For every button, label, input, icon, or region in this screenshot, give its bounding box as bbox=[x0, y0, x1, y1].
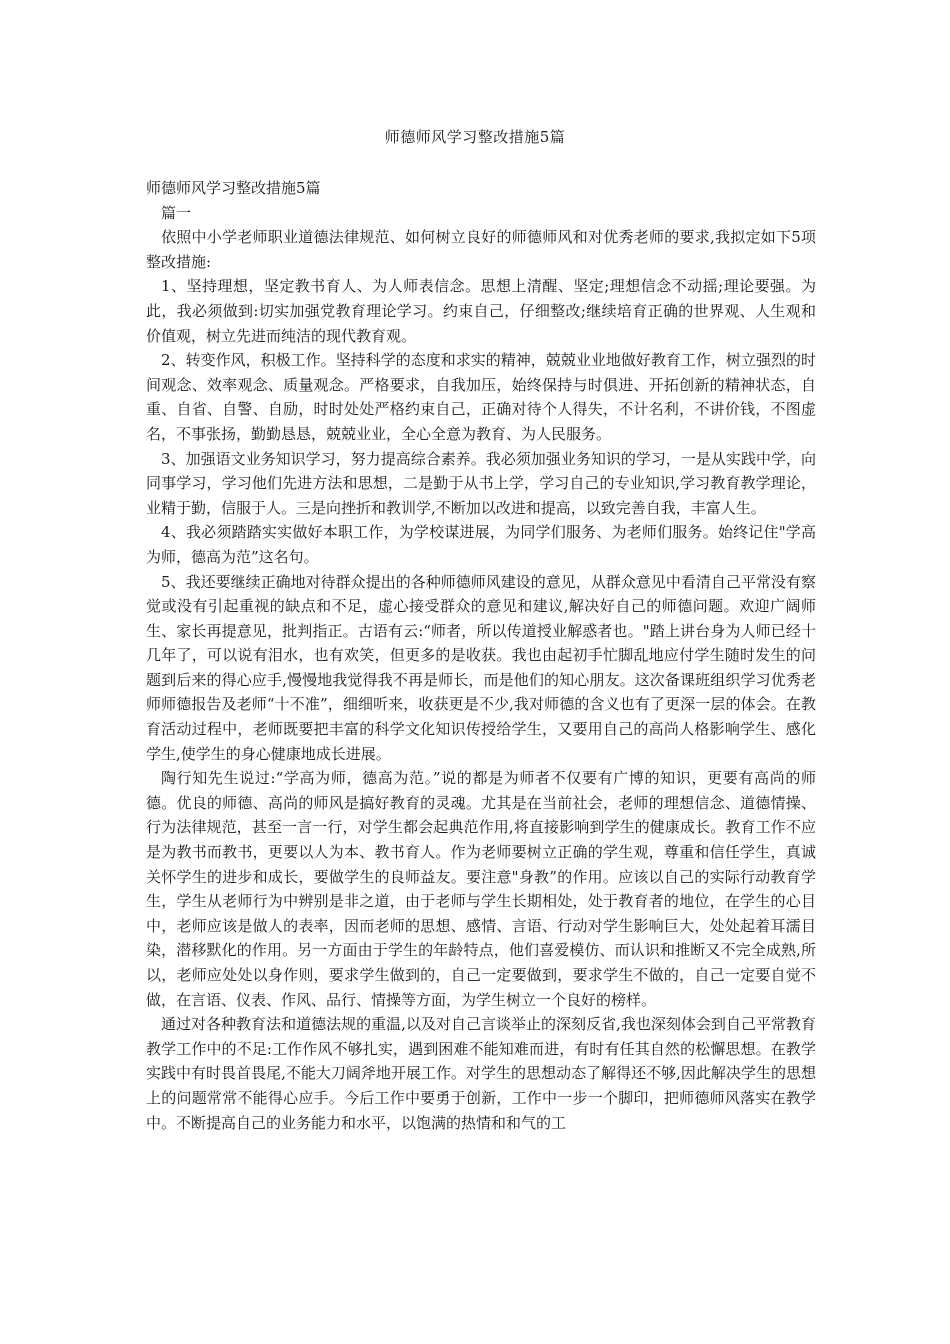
paragraph-tao-xingzhi: 陶行知先生说过:“学高为师，德高为范。”说的都是为师者不仅要有广博的知识，更要有高尚的师德。优良的师德、高尚的师风是搞好教育的灵魂。尤其是在当前社会，老师的理想信念、道德情操、行为法律规范，甚至一言一行，对学生都会起典范作用,将直接影响到学生的健康成长。教育工作不应是为教书而教书，更要以人为本、教书育人。作为老师要树立正确的学生观，尊重和信任学生，真诚关怀学生的进步和成长，要做学生的良师益友。要注意"身教”的作用。应该以自己的实际行动教育学生，学生从老师行为中辨别是非之道，由于老师与学生长期相处，处于教育者的地位，在学生的心目中，老师应该是做人的表率，因而老师的思想、感情、言语、行动对学生影响巨大，处处起着耳濡目染，潜移默化的作用。另一方面由于学生的年龄特点，他们喜爱模仿、而认识和推断又不完全成熟,所以，老师应处处以身作则，要求学生做到的，自己一定要做到，要求学生不做的，自己一定要自觉不做，在言语、仪表、作风、品行、情操等方面，为学生树立一个良好的榜样。 bbox=[146, 769, 816, 1009]
paragraph-measure-4: 4、我必须踏踏实实做好本职工作，为学校谋进展，为同学们服务、为老师们服务。始终记住"学高为师，德高为范”这名句。 bbox=[146, 523, 816, 566]
document-title: 师德师风学习整改措施5篇 bbox=[384, 128, 566, 146]
paragraph-measure-3: 3、加强语文业务知识学习，努力提高综合素养。我必须加强业务知识的学习，一是从实践中学，向同事学习，学习他们先进方法和思想，二是勤于从书上学，学习自己的专业知识,学习教育教学理论，业精于勤，信服于人。三是向挫折和教训学,不断加以改进和提高，以致完善自我，丰富人生。 bbox=[146, 449, 816, 517]
paragraph-measure-1: 1、坚持理想，坚定教书育人、为人师表信念。思想上清醒、坚定;理想信念不动摇;理论要强。为此，我必须做到:切实加强党教育理论学习。约束自己，仔细整改;继续培育正确的世界观、人生观和价值观，树立先进而纯洁的现代教育观。 bbox=[146, 277, 816, 345]
paragraph-reflection: 通过对各种教育法和道德法规的重温,以及对自己言谈举止的深刻反省,我也深刻体会到自己平常教育教学工作中的不足:工作作风不够扎实，遇到困难不能知难而进，有时有任其自然的松懈思想。在教学实践中有时畏首畏尾,不能大刀阔斧地开展工作。对学生的思想动态了解得还不够,因此解决学生的思想上的问题常常不能得心应手。今后工作中要勇于创新，工作中一步一个脚印，把师德师风落实在教学中。不断提高自己的业务能力和水平，以饱满的热情和和气的工 bbox=[146, 1015, 816, 1132]
document-body bbox=[146, 176, 816, 1135]
paragraph-measure-5: 5、我还要继续正确地对待群众提出的各种师德师风建设的意见，从群众意见中看清自己平常没有察觉或没有引起重视的缺点和不足，虚心接受群众的意见和建议,解决好自己的师德问题。欢迎广阔师生、家长再提意见，批判指正。古语有云:“师者，所以传道授业解惑者也。"踏上讲台身为人师已经十几年了，可以说有泪水，也有欢笑，但更多的是收获。我也由起初手忙脚乱地应付学生随时发生的问题到后来的得心应手,慢慢地我觉得我不再是师长，而是他们的知心朋友。这次备课班组织学习优秀老师师德报告及老师“十不准”，细细听来，收获更是不少,我对师德的含义也有了更深一层的体会。在教育活动过程中，老师既要把丰富的科学文化知识传授给学生，又要用自己的高尚人格影响学生、感化学生,使学生的身心健康地成长进展。 bbox=[146, 572, 816, 763]
section-label: 篇一 bbox=[161, 203, 192, 222]
paragraph-measure-2: 2、转变作风，积极工作。坚持科学的态度和求实的精神，兢兢业业地做好教育工作，树立强烈的时间观念、效率观念、质量观念。严格要求，自我加压，始终保持与时俱进、开拓创新的精神状态，自重、自省、自警、自励，时时处处严格约束自己，正确对待个人得失，不计名利，不讲价钱，不图虚名，不事张扬，勤勤恳恳，兢兢业业，全心全意为教育、为人民服务。 bbox=[146, 351, 816, 443]
paragraph-intro: 依照中小学老师职业道德法律规范、如何树立良好的师德师风和对优秀老师的要求,我拟定如下5项整改措施: bbox=[146, 228, 816, 271]
document-subtitle: 师德师风学习整改措施5篇 bbox=[146, 179, 321, 197]
